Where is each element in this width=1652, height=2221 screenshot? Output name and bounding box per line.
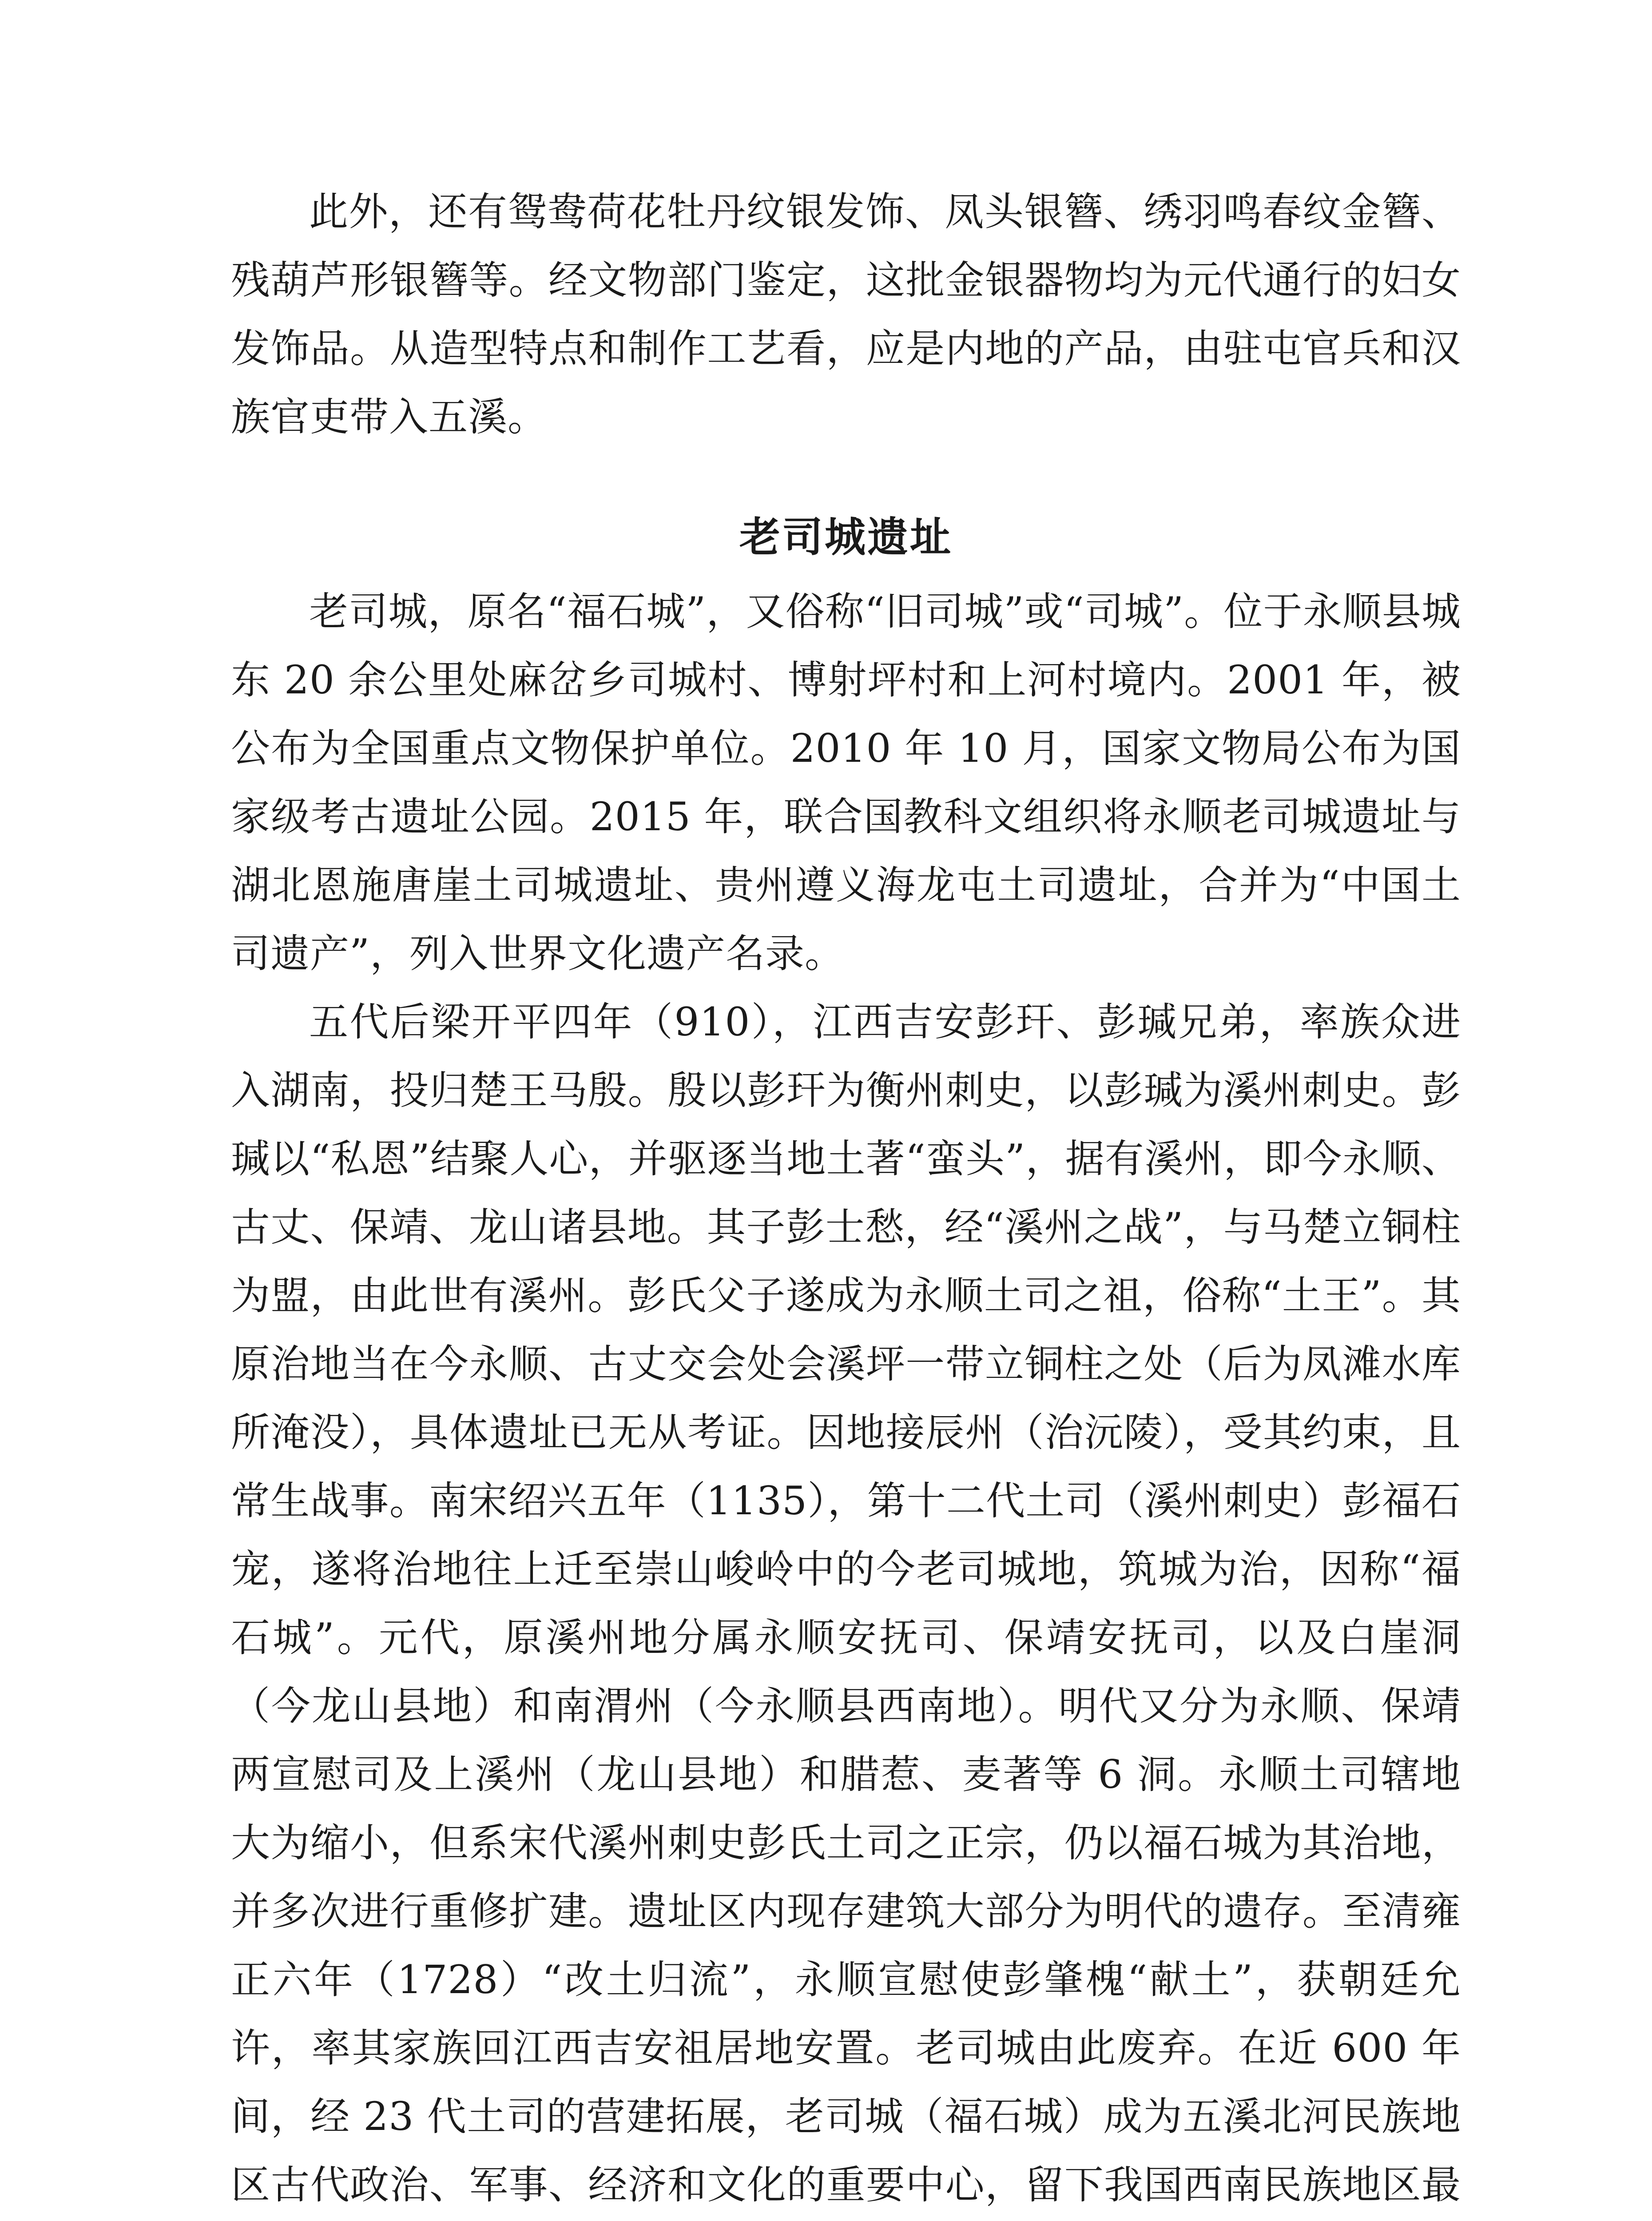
- intro-paragraph: 此外，还有鸳鸯荷花牡丹纹银发饰、凤头银簪、绣羽鸣春纹金簪、残葫芦形银簪等。经文物部门鉴定，这批金银器物均为元代通行的妇女发饰品。从造型特点和制作工艺看，应是内地的产品，由驻屯官兵和汉族官吏带入五溪。: [231, 189, 1461, 440]
- intro-block: [231, 178, 1461, 451]
- section-paragraph-2: 五代后梁开平四年（910），江西吉安彭玕、彭瑊兄弟，率族众进入湖南，投归楚王马殷。殷以彭玕为衡州刺史，以彭瑊为溪州刺史。彭瑊以“私恩”结聚人心，并驱逐当地土著“蛮头”，据有溪州，即今永顺、古丈、保靖、龙山诸县地。其子彭士愁，经“溪州之战”，与马楚立铜柱为盟，由此世有溪州。彭氏父子遂成为永顺土司之祖，俗称“土王”。其原治地当在今永顺、古丈交会处会溪坪一带立铜柱之处（后为凤滩水库所淹没），具体遗址已无从考证。因地接辰州（治沅陵），受其约束，且常生战事。南宋绍兴五年（1135），第十二代土司（溪州刺史）彭福石宠，遂将治地往上迁至崇山峻岭中的今老司城地，筑城为治，因称“福石城”。元代，原溪州地分属永顺安抚司、保靖安抚司，以及白崖洞（今龙山县地）和南渭州（今永顺县西南地）。明代又分为永顺、保靖两宣慰司及上溪州（龙山县地）和腊惹、麦著等 6 洞。永顺土司辖地大为缩小，但系宋代溪州刺史彭氏土司之正宗，仍以福石城为其治地，并多次进行重修扩建。遗址区内现存建筑大部分为明代的遗存。至清雍正六年（1728）“改土归流”，永顺宣慰使彭肇槐“献土”，获朝廷允许，率其家族回江西吉安祖居地安置。老司城由此废弃。在近 600 年间，经 23 代土司的营建拓展，老司城（福石城）成为五溪北河民族地区古代政治、军事、经济和文化的重要中心，留下我国西南民族地区最: [231, 999, 1461, 2208]
- section-title: 老司城遗址: [739, 513, 953, 561]
- section-body: [231, 577, 1461, 2221]
- section-paragraph-1: 老司城，原名“福石城”，又俗称“旧司城”或“司城”。位于永顺县城东 20 余公里处麻岔乡司城村、博射坪村和上河村境内。2001 年，被公布为全国重点文物保护单位。2010 年 10 月，国家文物局公布为国家级考古遗址公园。2015 年，联合国教科文组织将永顺老司城遗址与湖北恩施唐崖土司城遗址、贵州遵义海龙屯土司遗址，合并为“中国土司遗产”，列入世界文化遗产名录。: [231, 589, 1461, 976]
